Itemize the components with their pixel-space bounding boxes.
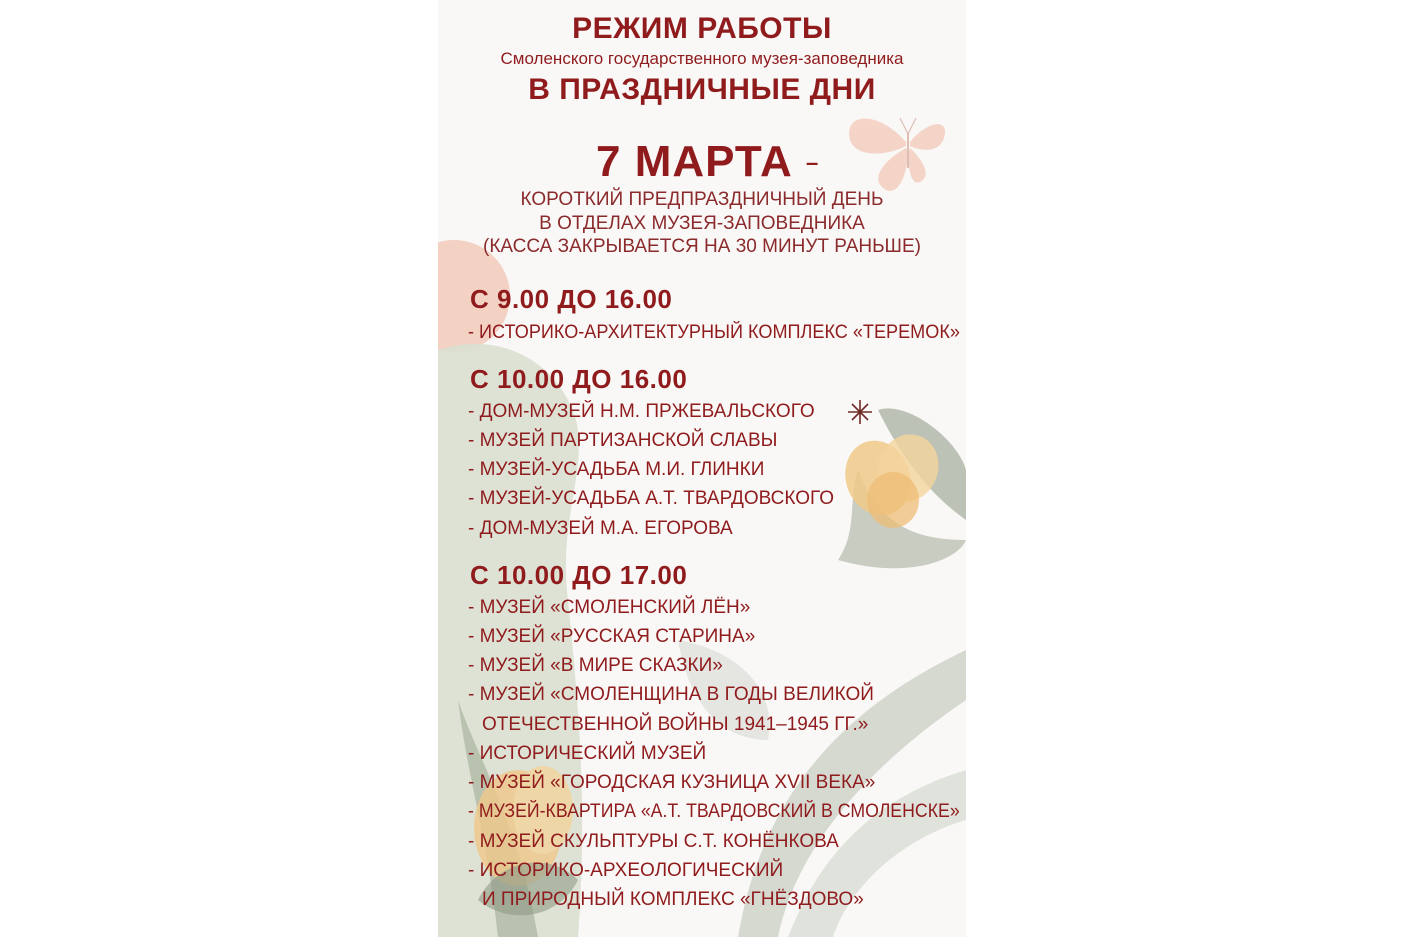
list-item: - МУЗЕЙ «РУССКАЯ СТАРИНА» bbox=[468, 626, 756, 647]
list-item: - МУЗЕЙ «В МИРЕ СКАЗКИ» bbox=[468, 655, 723, 676]
date-label: 7 МАРТА bbox=[596, 137, 793, 186]
butterfly-icon bbox=[849, 118, 945, 191]
sparkle-icon bbox=[848, 400, 872, 424]
tulip-illustration bbox=[835, 408, 966, 568]
list-item: - ИСТОРИКО-АРХЕОЛОГИЧЕСКИЙ bbox=[468, 860, 784, 881]
list-item: - МУЗЕЙ «ГОРОДСКАЯ КУЗНИЦА XVII ВЕКА» bbox=[468, 772, 876, 793]
page-title-holidays: В ПРАЗДНИЧНЫЕ ДНИ bbox=[528, 73, 876, 106]
list-item: - ДОМ-МУЗЕЙ Н.М. ПРЖЕВАЛЬСКОГО bbox=[468, 401, 815, 422]
list-item: - МУЗЕЙ-УСАДЬБА А.Т. ТВАРДОВСКОГО bbox=[468, 488, 835, 509]
date-note-line3: (КАССА ЗАКРЫВАЕТСЯ НА 30 МИНУТ РАНЬШЕ) bbox=[483, 236, 921, 257]
list-item: И ПРИРОДНЫЙ КОМПЛЕКС «ГНЁЗДОВО» bbox=[482, 889, 864, 910]
list-item: - МУЗЕЙ «СМОЛЕНСКИЙ ЛЁН» bbox=[468, 597, 751, 618]
schedule-time-1: С 9.00 ДО 16.00 bbox=[470, 284, 673, 314]
list-item: - ИСТОРИЧЕСКИЙ МУЗЕЙ bbox=[468, 743, 707, 764]
list-item: - МУЗЕЙ-КВАРТИРА «А.Т. ТВАРДОВСКИЙ В СМОЛЕНСКЕ» bbox=[468, 801, 960, 822]
list-item: - МУЗЕЙ-УСАДЬБА М.И. ГЛИНКИ bbox=[468, 459, 765, 480]
poster bbox=[438, 0, 966, 937]
date-note-line1: КОРОТКИЙ ПРЕДПРАЗДНИЧНЫЙ ДЕНЬ bbox=[520, 189, 884, 210]
date-dash: – bbox=[806, 150, 819, 175]
list-item: - МУЗЕЙ СКУЛЬПТУРЫ С.Т. КОНЁНКОВА bbox=[468, 831, 839, 852]
list-item: - МУЗЕЙ ПАРТИЗАНСКОЙ СЛАВЫ bbox=[468, 430, 778, 451]
schedule-time-3: С 10.00 ДО 17.00 bbox=[470, 560, 688, 590]
date-note-line2: В ОТДЕЛАХ МУЗЕЯ-ЗАПОВЕДНИКА bbox=[539, 213, 865, 234]
page-title: РЕЖИМ РАБОТЫ bbox=[572, 12, 832, 45]
list-item: - ДОМ-МУЗЕЙ М.А. ЕГОРОВА bbox=[468, 518, 733, 539]
page-subtitle: Смоленского государственного музея-заповедника bbox=[500, 49, 904, 68]
list-item: ОТЕЧЕСТВЕННОЙ ВОЙНЫ 1941–1945 ГГ.» bbox=[482, 714, 869, 735]
schedule-time-2: С 10.00 ДО 16.00 bbox=[470, 364, 688, 394]
list-item: - МУЗЕЙ «СМОЛЕНЩИНА В ГОДЫ ВЕЛИКОЙ bbox=[468, 684, 874, 705]
list-item: - ИСТОРИКО-АРХИТЕКТУРНЫЙ КОМПЛЕКС «ТЕРЕМОК» bbox=[468, 322, 960, 343]
